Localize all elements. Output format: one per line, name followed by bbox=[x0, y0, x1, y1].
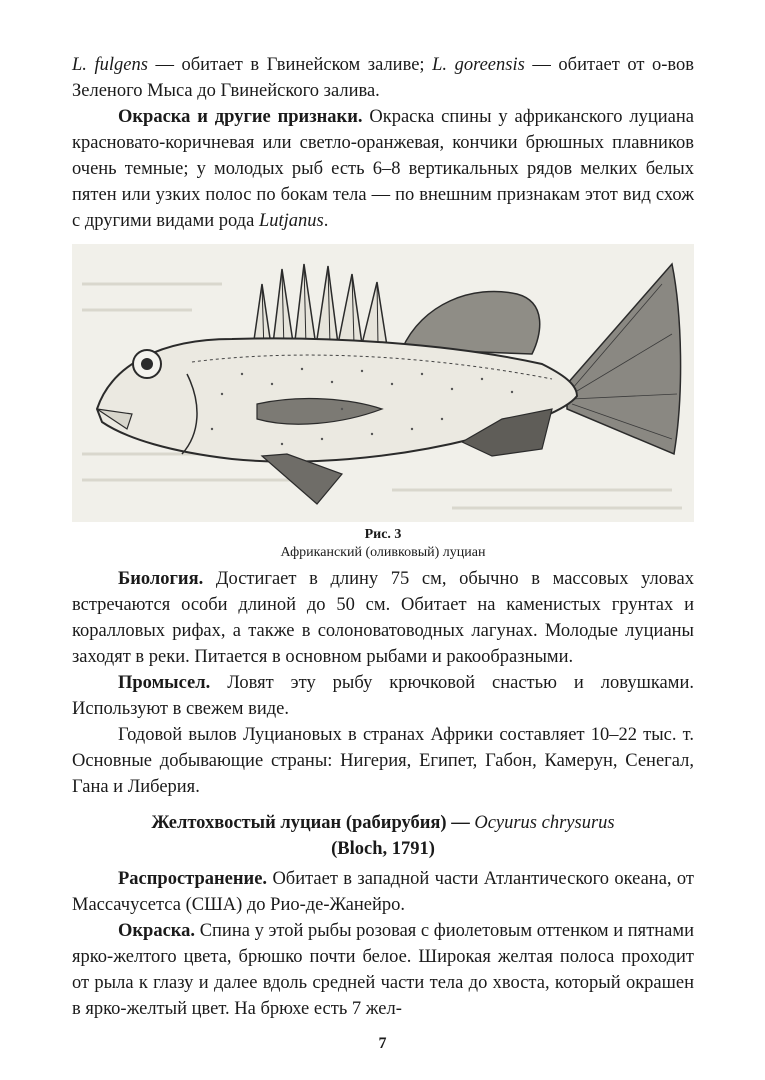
species-author: (Bloch, 1791) bbox=[331, 839, 435, 859]
text: Окраска спины у африканского луциана красновато-коричневая или светло-оранжевая, кончики брюшных плавников очень темные; у молодых рыб есть 6–8 вертикальных рядов мелких белых пятен или узких полос по бокам тела — по внешним признакам этот вид схож с другими видами рода bbox=[72, 107, 694, 231]
text: Обитает в западной части Атлантического океана, от Массачусетса (США) до Рио-де-Жанейро. bbox=[72, 869, 694, 915]
species-common-name: Желтохвостый луциан (рабирубия) — bbox=[151, 813, 475, 833]
section-heading: Распространение. bbox=[118, 869, 268, 889]
paragraph-catch: Годовой вылов Луциановых в странах Африки составляет 10–22 тыс. т. Основные добывающие страны: Нигерия, Египет, Габон, Камерун, Сенегал, Гана и Либерия. bbox=[72, 725, 694, 797]
paragraph-biology bbox=[72, 566, 694, 670]
species-name: L. fulgens bbox=[72, 55, 148, 75]
text: Спина у этой рыбы розовая с фиолетовым оттенком и пятнами ярко-желтого цвета, брюшко почти белое. Широкая желтая полоса проходит от рыла к глазу и далее вдоль средней части тела до хвоста, который окрашен в ярко-желтый цвет. На брюхе есть 7 жел- bbox=[72, 921, 694, 1019]
text: — обитает в Гвинейском заливе; bbox=[147, 55, 433, 75]
species-latin-name: Ocyurus chrysurus bbox=[474, 813, 615, 833]
figure-caption bbox=[72, 526, 694, 562]
paragraph-coloration-2 bbox=[72, 918, 694, 1022]
section-heading: Окраска. bbox=[118, 921, 196, 941]
figure-caption-text: Африканский (оливковый) луциан bbox=[280, 545, 486, 560]
figure-number: Рис. 3 bbox=[364, 527, 402, 542]
paragraph-distribution bbox=[72, 866, 694, 918]
text: Ловят эту рыбу крючковой снастью и ловушками. Используют в свежем виде. bbox=[72, 673, 694, 719]
paragraph-coloration: Окраска и другие признаки. Окраска спины у африканского луциана красновато-коричневая или светло-оранжевая, кончики брюшных плавников очень темные; у молодых рыб есть 6–8 вертикальных рядов мелких белых пятен или узких полос по бокам тела — по внешним признакам этот вид схож с другими видами рода Lutjanus. bbox=[72, 107, 694, 231]
genus-name: Lutjanus bbox=[258, 211, 324, 231]
paragraph-species-list bbox=[72, 52, 694, 104]
section-heading: Окраска и другие признаки. bbox=[118, 107, 363, 127]
page-number: 7 bbox=[378, 1035, 387, 1052]
section-heading: Биология. bbox=[118, 569, 204, 589]
text: Достигает в длину 75 см, обычно в массовых уловах встречаются особи длиной до 50 см. Обитает на каменистых грунтах и коралловых рифах, а также в солоноватоводных лагунах. Молодые луцианы заходят в реки. Питается в основном рыбами и ракообразными. bbox=[72, 569, 694, 667]
species-title bbox=[72, 810, 694, 836]
fish-illustration bbox=[72, 244, 694, 522]
section-heading: Промысел. bbox=[118, 673, 211, 693]
snapper-drawing bbox=[72, 244, 694, 522]
text: — обитает от о-вов Зеленого Мыса до Гвинейского залива. bbox=[72, 55, 694, 101]
paragraph-fishing bbox=[72, 670, 694, 722]
species-name: L. goreensis bbox=[432, 55, 525, 75]
page-content bbox=[72, 52, 694, 1022]
